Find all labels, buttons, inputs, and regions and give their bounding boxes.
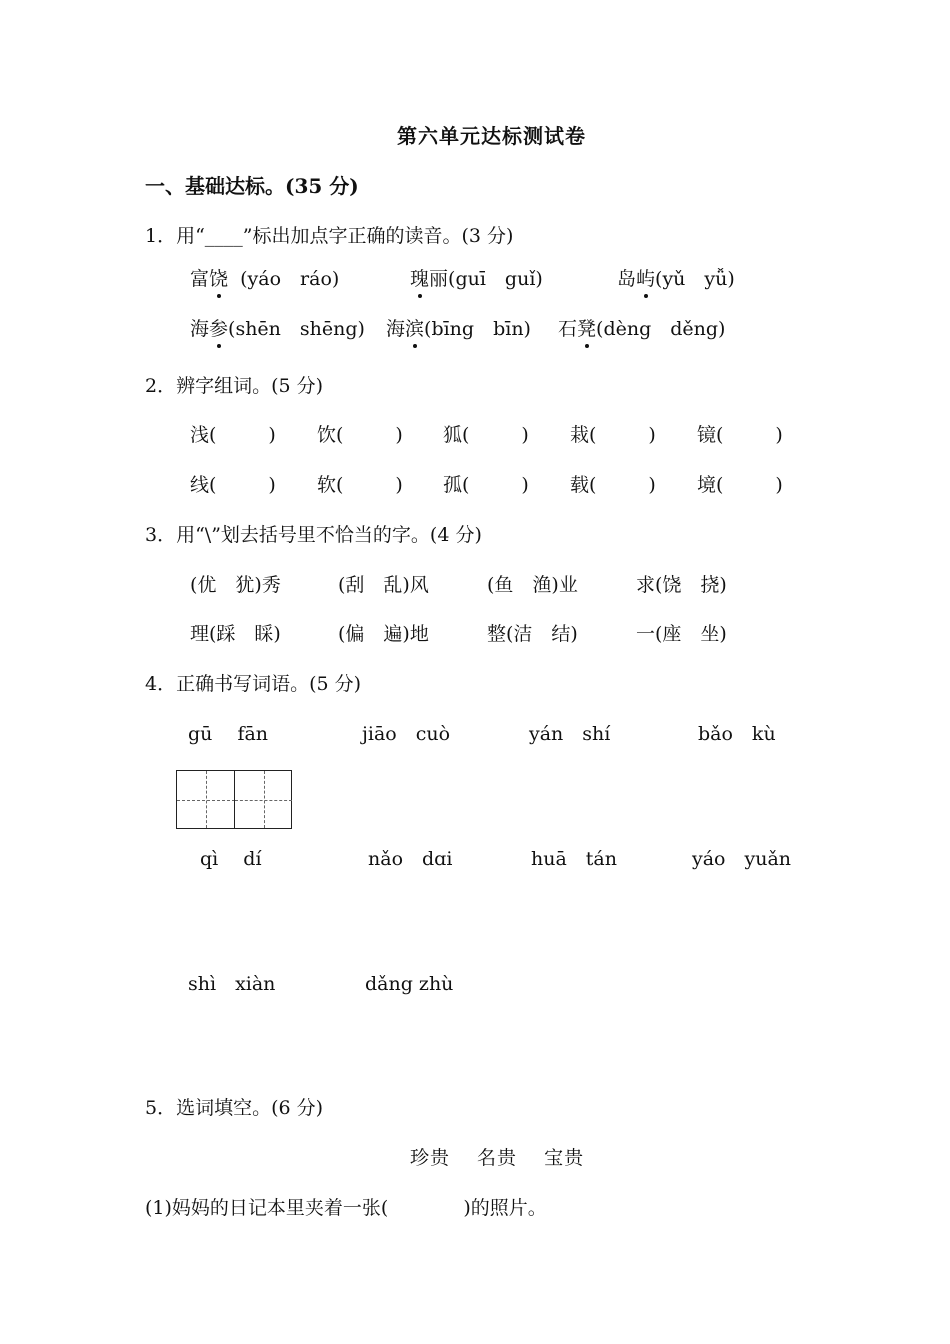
pinyin-options: (yáo ráo): [240, 268, 340, 290]
char-prompt: 软(: [317, 474, 344, 496]
grid-cell[interactable]: [234, 771, 292, 828]
char: 富: [190, 268, 210, 290]
q3-item[interactable]: 理(踩 睬): [190, 623, 281, 645]
pinyin-prompt: yán shí: [529, 723, 611, 745]
paren-close: ): [268, 474, 276, 496]
q3-item[interactable]: (鱼 渔)业: [487, 574, 578, 596]
pinyin-prompt: jiāo cuò: [362, 723, 451, 745]
paren-close: ): [395, 424, 403, 446]
question-5: [145, 1096, 323, 1120]
pinyin-prompt: huā tán: [531, 848, 618, 870]
char-prompt: 线(: [190, 474, 217, 496]
question-text: 用“\”划去括号里不恰当的字。(4 分): [176, 524, 482, 546]
q3-item[interactable]: (偏 遍)地: [338, 623, 429, 645]
question-text: 正确书写词语。(5 分): [176, 673, 362, 695]
paren-close: ): [775, 474, 783, 496]
q2-item: [697, 473, 783, 497]
question-3: [145, 523, 482, 547]
q3-item[interactable]: 整(洁 结): [487, 623, 578, 645]
q3-item[interactable]: 求(饶 挠): [636, 574, 727, 596]
char-prompt: 栽(: [570, 424, 597, 446]
section-score: (35 分): [285, 174, 359, 198]
pinyin-options: (guī guǐ): [448, 268, 543, 290]
pinyin-options: (dèng děng): [596, 318, 726, 340]
question-number: 2．: [145, 375, 177, 397]
q1-item: [558, 317, 725, 341]
pinyin-prompt: qì dí: [200, 848, 262, 870]
char: 丽: [429, 268, 449, 290]
question-1: [145, 224, 513, 248]
q3-item[interactable]: (优 犹)秀: [190, 574, 281, 596]
pinyin-prompt: shì xiàn: [188, 973, 276, 995]
sentence-1: [145, 1196, 547, 1220]
paren-close: ): [521, 424, 529, 446]
char: 岛: [617, 268, 637, 290]
question-number: 3．: [145, 524, 177, 546]
dotted-char: 瑰: [410, 268, 430, 290]
q2-item: [697, 423, 783, 447]
q2-item: [570, 423, 656, 447]
q2-item: [190, 473, 276, 497]
paren-close: ): [775, 424, 783, 446]
char: 海: [190, 318, 210, 340]
char-prompt: 载(: [570, 474, 597, 496]
pinyin-prompt: nǎo dɑi: [368, 848, 453, 870]
question-number: 4．: [145, 673, 177, 695]
q2-item: [570, 473, 656, 497]
dotted-char: 饶: [209, 268, 229, 290]
question-4: [145, 672, 361, 696]
paren-close: ): [395, 474, 403, 496]
grid-cell[interactable]: [177, 771, 235, 828]
char-prompt: 镜(: [697, 424, 724, 446]
question-text: 辨字组词。(5 分): [176, 375, 324, 397]
pinyin-options: (bīng bīn): [424, 318, 531, 340]
question-number: 5．: [145, 1097, 177, 1119]
writing-grid[interactable]: [176, 770, 292, 829]
paren-close: ): [648, 474, 656, 496]
q3-item[interactable]: (刮 乱)风: [338, 574, 429, 596]
pinyin-prompt: gū fān: [188, 723, 269, 745]
word-choices: 珍贵 名贵 宝贵: [410, 1147, 585, 1169]
dotted-char: 屿: [636, 268, 656, 290]
char-prompt: 狐(: [443, 424, 470, 446]
sentence-text: )的照片。: [463, 1197, 547, 1219]
char: 海: [386, 318, 406, 340]
page-title: 第六单元达标测试卷: [397, 124, 586, 148]
q2-item: [443, 473, 529, 497]
pinyin-options: (yǔ yǚ): [655, 268, 735, 290]
q1-item: [410, 267, 543, 291]
question-text: 用“____”标出加点字正确的读音。(3 分): [176, 225, 514, 247]
paren-close: ): [268, 424, 276, 446]
char-prompt: 浅(: [190, 424, 217, 446]
q1-item: [190, 267, 339, 291]
section-label: 一、基础达标。: [145, 174, 285, 198]
pinyin-prompt: dǎng zhù: [365, 973, 454, 995]
question-text: 选词填空。(6 分): [176, 1097, 324, 1119]
question-number: 1．: [145, 225, 177, 247]
paren-close: ): [521, 474, 529, 496]
q1-item: [386, 317, 531, 341]
char: 石: [558, 318, 578, 340]
q1-item: [190, 317, 365, 341]
sentence-text: (1)妈妈的日记本里夹着一张(: [145, 1197, 389, 1219]
q2-item: [317, 423, 403, 447]
question-2: [145, 374, 323, 398]
dotted-char: 凳: [577, 318, 597, 340]
pinyin-prompt: bǎo kù: [698, 723, 776, 745]
paren-close: ): [648, 424, 656, 446]
section-heading: [145, 174, 359, 198]
dotted-char: 参: [209, 318, 229, 340]
char-prompt: 饮(: [317, 424, 344, 446]
pinyin-prompt: yáo yuǎn: [692, 848, 792, 870]
q1-item: [617, 267, 735, 291]
dotted-char: 滨: [405, 318, 425, 340]
q2-item: [443, 423, 529, 447]
q2-item: [317, 473, 403, 497]
q3-item[interactable]: 一(座 坐): [636, 623, 727, 645]
char-prompt: 境(: [697, 474, 724, 496]
char-prompt: 孤(: [443, 474, 470, 496]
q2-item: [190, 423, 276, 447]
pinyin-options: (shēn shēng): [228, 318, 365, 340]
